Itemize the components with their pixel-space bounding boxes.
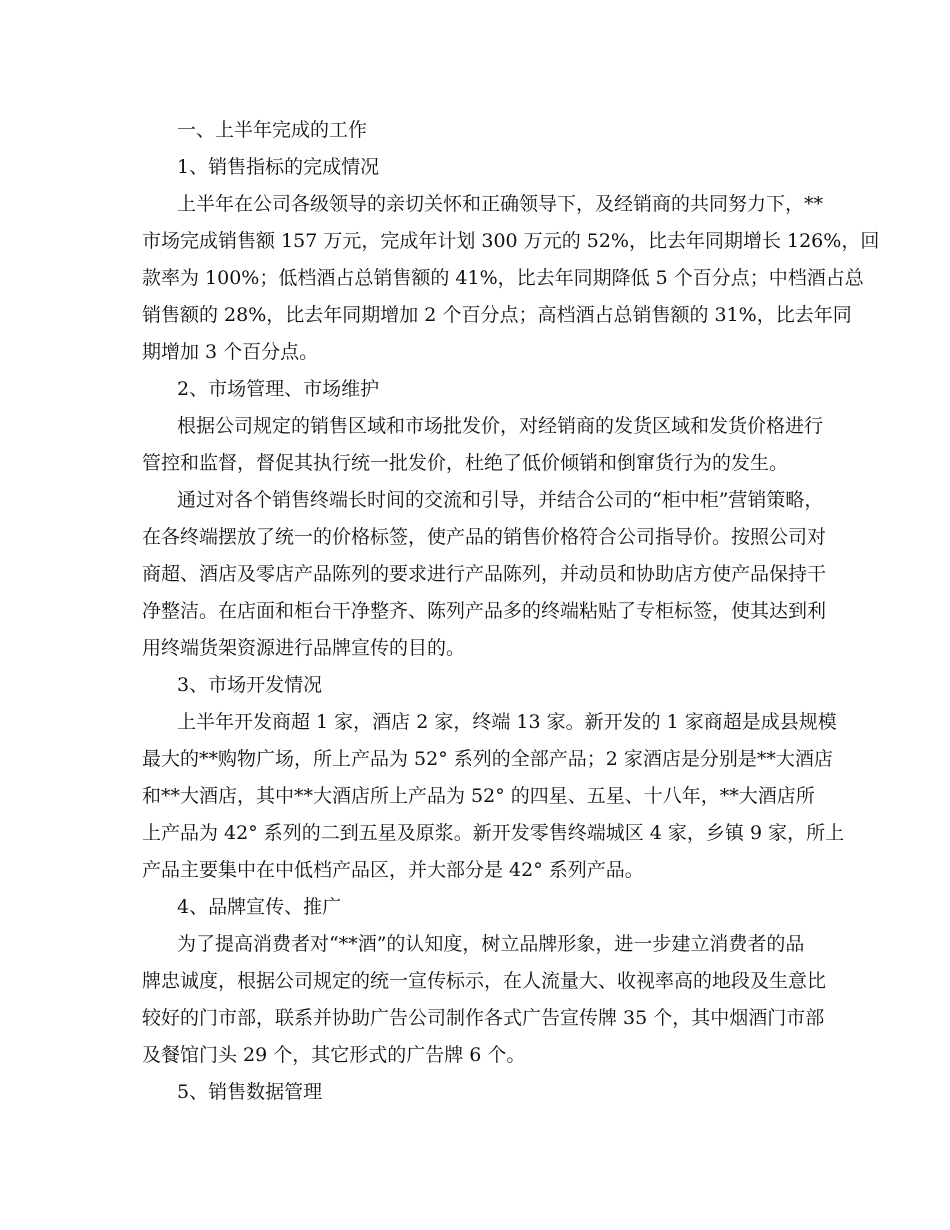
paragraph-line: 和**大酒店，其中**大酒店所上产品为 52° 的四星、五星、十八年，**大酒店所 — [142, 785, 815, 807]
subsection-heading: 1、销售指标的完成情况 — [177, 156, 380, 178]
subsection-heading: 2、市场管理、市场维护 — [177, 378, 380, 400]
paragraph-line: 上产品为 42° 系列的二到五星及原浆。新开发零售终端城区 4 家，乡镇 9 家，所上 — [142, 822, 845, 844]
subsection-heading: 4、品牌宣传、推广 — [177, 896, 342, 918]
paragraph-line: 产品主要集中在中低档产品区，并大部分是 42° 系列产品。 — [142, 859, 644, 881]
paragraph-line: 市场完成销售额 157 万元，完成年计划 300 万元的 52%，比去年同期增长 126%，回 — [142, 230, 880, 252]
paragraph-line: 款率为 100%；低档酒占总销售额的 41%，比去年同期降低 5 个百分点；中档酒占总 — [142, 267, 864, 289]
paragraph-line: 在各终端摆放了统一的价格标签，使产品的销售价格符合公司指导价。按照公司对 — [142, 526, 827, 548]
paragraph-line: 及餐馆门头 29 个，其它形式的广告牌 6 个。 — [142, 1044, 526, 1066]
paragraph-line: 牌忠诚度，根据公司规定的统一宣传标示，在人流量大、收视率高的地段及生意比 — [142, 970, 827, 992]
paragraph-line: 为了提高消费者对“**酒”的认知度，树立品牌形象，进一步建立消费者的品 — [177, 933, 805, 955]
paragraph-line: 销售额的 28%，比去年同期增加 2 个百分点；高档酒占总销售额的 31%，比去年同 — [142, 304, 852, 326]
paragraph-line: 商超、酒店及零店产品陈列的要求进行产品陈列，并动员和协助店方使产品保持干 — [142, 563, 827, 585]
section-heading: 一、上半年完成的工作 — [177, 119, 368, 141]
subsection-heading: 5、销售数据管理 — [177, 1081, 323, 1103]
paragraph-line: 用终端货架资源进行品牌宣传的目的。 — [142, 637, 466, 659]
paragraph-line: 上半年开发商超 1 家，酒店 2 家，终端 13 家。新开发的 1 家商超是成县规模 — [177, 711, 837, 733]
paragraph-line: 管控和监督，督促其执行统一批发价，杜绝了低价倾销和倒窜货行为的发生。 — [142, 452, 789, 474]
paragraph-line: 较好的门市部，联系并协助广告公司制作各式广告宣传牌 35 个，其中烟酒门市部 — [142, 1007, 825, 1029]
paragraph-line: 上半年在公司各级领导的亲切关怀和正确领导下，及经销商的共同努力下，** — [177, 193, 824, 215]
paragraph-line: 根据公司规定的销售区域和市场批发价，对经销商的发货区域和发货价格进行 — [177, 415, 824, 437]
subsection-heading: 3、市场开发情况 — [177, 674, 323, 696]
paragraph-line: 通过对各个销售终端长时间的交流和引导，并结合公司的“柜中柜”营销策略， — [177, 489, 824, 511]
paragraph-line: 最大的**购物广场，所上产品为 52° 系列的全部产品；2 家酒店是分别是**大酒店 — [142, 748, 833, 770]
paragraph-line: 期增加 3 个百分点。 — [142, 341, 319, 363]
paragraph-line: 净整洁。在店面和柜台干净整齐、陈列产品多的终端粘贴了专柜标签，使其达到利 — [142, 600, 827, 622]
